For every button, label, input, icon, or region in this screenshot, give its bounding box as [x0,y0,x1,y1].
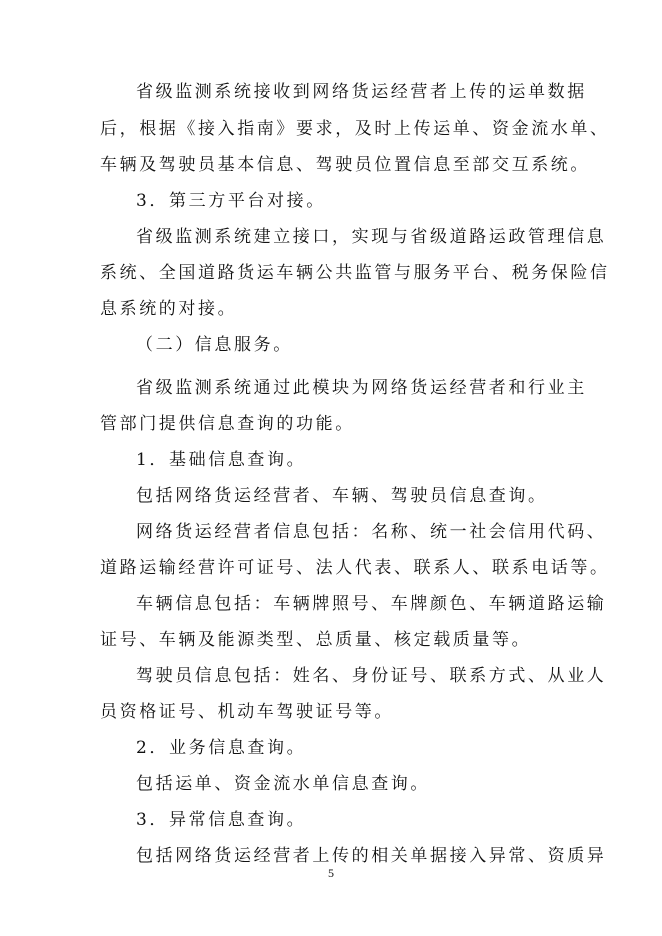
paragraph-line: 包括运单、资金流水单信息查询。 [136,774,430,794]
paragraph-line: 省级监测系统建立接口，实现与省级道路运政管理信息 [136,227,607,247]
paragraph-line: 员资格证号、机动车驾驶证号等。 [100,702,394,722]
section-heading: 2．业务信息查询。 [136,738,307,758]
paragraph-line: 包括网络货运经营者上传的相关单据接入异常、资质异 [136,846,607,866]
section-heading: 3．异常信息查询。 [136,810,307,830]
section-heading: （二）信息服务。 [136,335,293,355]
paragraph-line: 车辆信息包括：车辆牌照号、车牌颜色、车辆道路运输 [136,594,607,614]
paragraph-line: 后，根据《接入指南》要求，及时上传运单、资金流水单、 [100,119,610,139]
paragraph-line: 管部门提供信息查询的功能。 [100,414,355,434]
paragraph-line: 省级监测系统通过此模块为网络货运经营者和行业主 [136,378,587,398]
paragraph-line: 省级监测系统接收到网络货运经营者上传的运单数据 [136,82,587,102]
paragraph-line: 息系统的对接。 [100,299,238,319]
paragraph-line: 道路运输经营许可证号、法人代表、联系人、联系电话等。 [100,558,610,578]
paragraph-line: 驾驶员信息包括：姓名、身份证号、联系方式、从业人 [136,666,607,686]
section-heading: 1．基础信息查询。 [136,450,307,470]
paragraph-line: 网络货运经营者信息包括：名称、统一社会信用代码、 [136,522,607,542]
paragraph-line: 证号、车辆及能源类型、总质量、核定载质量等。 [100,630,532,650]
paragraph-line: 包括网络货运经营者、车辆、驾驶员信息查询。 [136,486,548,506]
paragraph-line: 系统、全国道路货运车辆公共监管与服务平台、税务保险信 [100,263,610,283]
paragraph-line: 车辆及驾驶员基本信息、驾驶员位置信息至部交互系统。 [100,155,590,175]
page-number: 5 [328,866,334,880]
section-heading: 3．第三方平台对接。 [136,191,326,211]
